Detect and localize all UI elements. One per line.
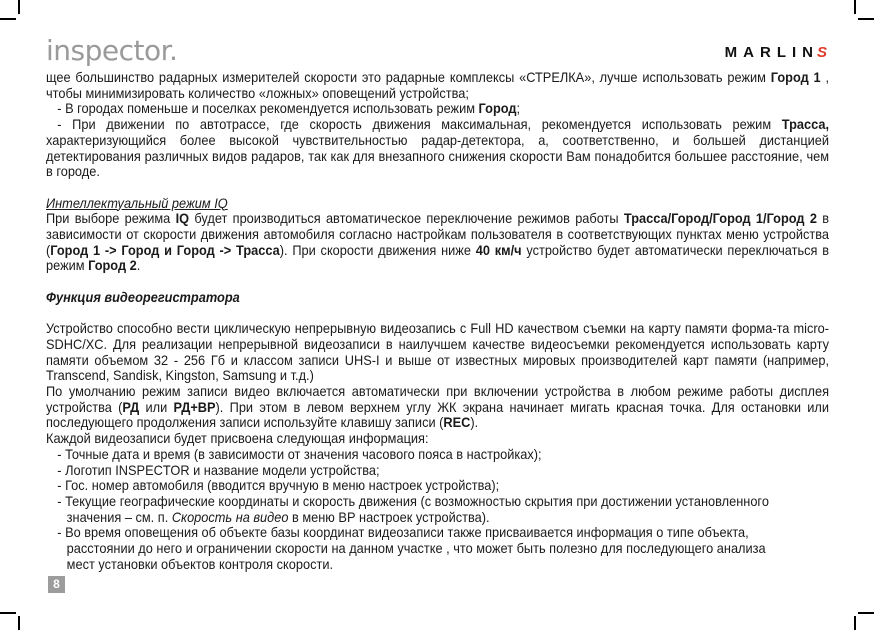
marlin-brand-logo	[725, 44, 827, 61]
crop-mark-bottom-left	[0, 612, 16, 614]
list-item-continuation: мест установки объектов контроля скорости.	[66, 556, 334, 572]
iq-mode-paragraph: При выборе режима IQ будет производиться автоматическое переключение режимов работы Трасса/Город/Город 1/Город 2 в зависимости от скорости движения автомобиля согласно настройкам пользователя в соответствующих пунктах меню устройства (Город 1 -> Город и Город -> Трасса). При скорости движения ниже 40 км/ч устройство будет автоматически переключаться в режим Город 2.	[46, 211, 830, 274]
inspector-logo: inspector.	[46, 34, 178, 67]
list-item: - Точные дата и время (в зависимости от значения часового пояса в настройках);	[57, 446, 542, 462]
iq-mode-title: Интеллектуальный режим IQ	[46, 195, 228, 211]
list-item: - Текущие географические координаты и скорость движения (с возможностью скрытия при достижении установленного	[57, 493, 769, 509]
page-number: 8	[48, 576, 65, 593]
list-item: - Во время оповещения об объекте базы координат видеозаписи также присваивается информация о типе объекта,	[57, 525, 749, 541]
dvr-paragraph-2: По умолчанию режим записи видео включается автоматически при включении устройства в любом режиме работы дисплея устройства (РД или РД+ВР). При этом в левом верхнем углу ЖК экрана начинает мигать красная точка. Для остановки или последующего продолжения записи используйте клавишу записи (REC).	[46, 384, 830, 431]
dvr-paragraph-3: Каждой видеозаписи будет присвоена следующая информация:	[46, 431, 429, 447]
crop-mark-bottom-right-v	[854, 616, 856, 630]
crop-mark-top-left	[0, 18, 16, 20]
crop-mark-top-left-v	[18, 0, 20, 14]
list-item: - Логотип INSPECTOR и название модели устройства;	[57, 462, 380, 478]
crop-mark-top-right	[858, 18, 874, 20]
list-item-continuation: расстоянии до него и ограничении скорости на данном участке , что может быть полезно для последующего анализа	[66, 541, 766, 557]
page-body	[46, 70, 829, 572]
crop-mark-bottom-right	[858, 612, 874, 614]
brand-s-mark: S	[816, 44, 827, 61]
list-item-continuation: значения – см. п. Скорость на видео в меню ВР настроек устройства).	[66, 509, 490, 525]
paragraph-cont: щее большинство радарных измерителей скорости это радарные комплексы «СТРЕЛКА», лучше использовать режим Город 1 , чтобы минимизировать количество «ложных» оповещений устройства;	[46, 70, 830, 101]
crop-mark-top-right-v	[854, 0, 856, 14]
dvr-paragraph-1: Устройство способно вести циклическую непрерывную видеозапись с Full HD качеством съемки на карту памяти форма-та micro-SDHC/XC. Для реализации непрерывной видеозаписи в наилучшем качестве видеосъемки рекомендуется использовать карту памяти объемом 32 - 256 Гб и классом записи UHS-I и выше от известных мировых производителей карт памяти (например, Transcend, Sandisk, Kingston, Samsung и т.д.)	[46, 321, 830, 384]
dvr-section-title: Функция видеорегистратора	[46, 289, 240, 305]
paragraph-city: - В городах поменьше и поселках рекомендуется использовать режим Город;	[57, 101, 521, 117]
crop-mark-bottom-left-v	[18, 616, 20, 630]
list-item: - Гос. номер автомобиля (вводится вручную в меню настроек устройства);	[57, 478, 500, 494]
brand-text: MARLIN	[724, 44, 819, 61]
paragraph-highway: - При движении по автотрассе, где скорость движения максимальная, рекомендуется использовать режим Трасса, характеризующийся более высокой чувствительностью радар-детектора, а, соответственно, и большей дистанцией детектирования различных видов радаров, так как для внезапного снижения скорости Вам понадобится большее расстояние, чем в городе.	[46, 117, 830, 180]
